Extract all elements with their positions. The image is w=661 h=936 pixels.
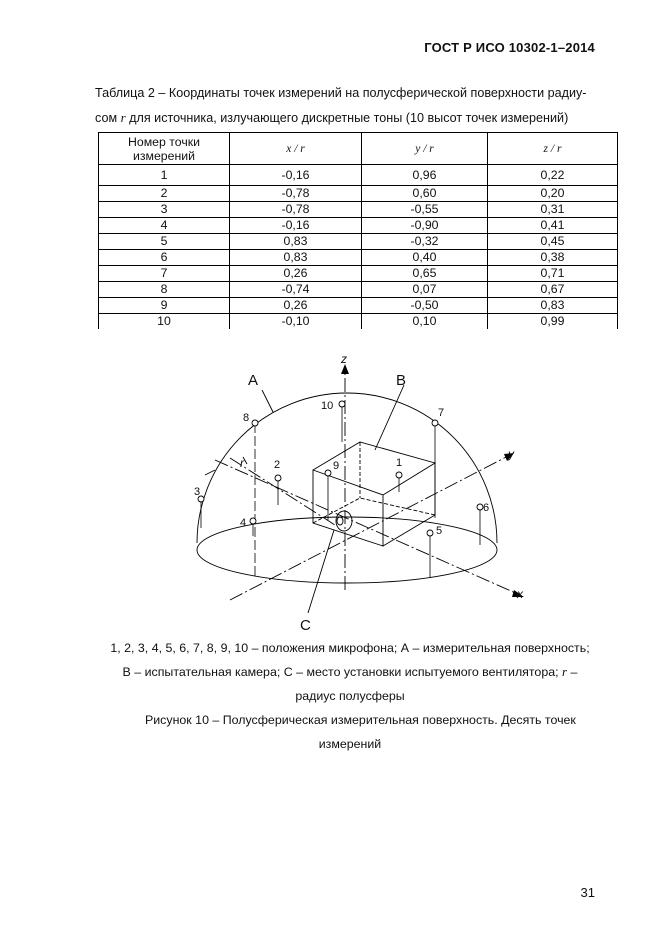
cell-x: 0,26 — [230, 298, 362, 314]
table-row — [99, 202, 618, 218]
cell-y: 0,96 — [362, 165, 488, 186]
x-axis — [215, 460, 520, 595]
cell-z: 0,38 — [488, 250, 618, 266]
point-label-1: 1 — [396, 457, 403, 469]
figure-title-line1: Рисунок 10 – Полусферическая измерительная поверхность. Десять точек — [145, 713, 576, 727]
cell-y: -0,50 — [362, 298, 488, 314]
label-z: z — [341, 352, 347, 366]
label-y: y — [508, 447, 514, 461]
figure-legend-line2 — [60, 660, 640, 684]
cell-point: 2 — [99, 186, 230, 202]
label-r: r — [240, 456, 244, 470]
legend-radius-var: r — [562, 664, 568, 679]
cell-y: -0,90 — [362, 218, 488, 234]
header-y-r: y / r — [362, 133, 488, 165]
cell-point: 1 — [99, 165, 230, 186]
cell-point: 7 — [99, 266, 230, 282]
legend-text-pre: В – испытательная камера; С – место установки испытуемого вентилятора; — [122, 665, 559, 679]
cell-z: 0,20 — [488, 186, 618, 202]
table-row — [99, 186, 618, 202]
radius-line — [230, 458, 335, 525]
label-x: x — [517, 587, 523, 601]
point-label-6: 6 — [483, 502, 490, 514]
figure-title-line2: измерений — [318, 737, 382, 751]
legend-text-post: – — [570, 665, 578, 679]
table-header-row — [99, 133, 618, 165]
cell-x: 0,83 — [230, 234, 362, 250]
table-caption-line1: Таблица 2 – Координаты точек измерений на полусферической поверхности радиу- — [95, 86, 587, 100]
cell-y: 0,07 — [362, 282, 488, 298]
caption-radius-var: r — [120, 110, 126, 125]
label-B: B — [396, 372, 407, 389]
cell-x: -0,16 — [230, 165, 362, 186]
cell-x: -0,78 — [230, 186, 362, 202]
fan-circle — [336, 511, 352, 531]
cell-z: 0,45 — [488, 234, 618, 250]
cell-z: 0,67 — [488, 282, 618, 298]
point-label-7: 7 — [438, 407, 445, 419]
cell-y: 0,65 — [362, 266, 488, 282]
point-label-9: 9 — [333, 460, 340, 472]
point-label-10: 10 — [321, 400, 334, 412]
mic-point-5 — [427, 530, 433, 536]
table-caption-line2 — [95, 110, 615, 126]
cell-x: -0,74 — [230, 282, 362, 298]
point-label-5: 5 — [436, 525, 443, 537]
header-x-r: x / r — [230, 133, 362, 165]
table-row — [99, 234, 618, 250]
cell-z: 0,22 — [488, 165, 618, 186]
mic-point-8 — [252, 420, 258, 426]
cell-point: 10 — [99, 314, 230, 330]
cell-point: 4 — [99, 218, 230, 234]
cell-z: 0,71 — [488, 266, 618, 282]
cell-x: 0,83 — [230, 250, 362, 266]
mic-point-4 — [250, 518, 256, 524]
cell-point: 6 — [99, 250, 230, 266]
fan-inner — [337, 517, 343, 525]
cell-point: 3 — [99, 202, 230, 218]
cell-x: -0,10 — [230, 314, 362, 330]
cell-y: -0,55 — [362, 202, 488, 218]
cell-point: 5 — [99, 234, 230, 250]
page-number: 31 — [580, 885, 595, 900]
mic-point-10 — [339, 401, 345, 407]
cell-y: -0,32 — [362, 234, 488, 250]
cell-y: 0,10 — [362, 314, 488, 330]
mic-point-1 — [396, 472, 402, 478]
test-chamber-box — [313, 442, 435, 546]
cell-z: 0,99 — [488, 314, 618, 330]
cell-y: 0,60 — [362, 186, 488, 202]
figure-legend-line3: радиус полусферы — [295, 689, 405, 703]
cell-point: 9 — [99, 298, 230, 314]
point-label-2: 2 — [274, 459, 281, 471]
mic-point-9 — [325, 470, 331, 476]
cell-z: 0,83 — [488, 298, 618, 314]
cell-x: 0,26 — [230, 266, 362, 282]
table-row — [99, 165, 618, 186]
y-axis — [230, 455, 510, 600]
mic-point-2 — [275, 475, 281, 481]
label-A: A — [248, 372, 259, 389]
header-point-number: Номер точки измерений — [99, 133, 230, 165]
cell-z: 0,31 — [488, 202, 618, 218]
cell-x: -0,78 — [230, 202, 362, 218]
point-label-3: 3 — [194, 486, 201, 498]
table-row — [99, 282, 618, 298]
header-z-r: z / r — [488, 133, 618, 165]
caption-text-pre: сом — [95, 111, 118, 125]
table-row — [99, 250, 618, 266]
cell-z: 0,41 — [488, 218, 618, 234]
microphone-stems — [201, 405, 480, 578]
figure-legend-line1: 1, 2, 3, 4, 5, 6, 7, 8, 9, 10 – положения микрофона; А – измерительная поверхность; — [110, 641, 590, 655]
cell-point: 8 — [99, 282, 230, 298]
mic-point-7 — [432, 420, 438, 426]
table-row — [99, 218, 618, 234]
cell-y: 0,40 — [362, 250, 488, 266]
point-label-8: 8 — [243, 412, 250, 424]
table-row — [99, 298, 618, 314]
point-label-4: 4 — [240, 517, 247, 529]
standard-header: ГОСТ Р ИСО 10302-1–2014 — [424, 40, 595, 55]
label-C: C — [300, 617, 311, 634]
caption-text-post: для источника, излучающего дискретные тоны (10 высот точек измерений) — [129, 111, 569, 125]
cell-x: -0,16 — [230, 218, 362, 234]
coordinates-table — [98, 132, 618, 329]
table-row — [99, 266, 618, 282]
hemisphere-figure — [175, 352, 530, 637]
table-row — [99, 314, 618, 330]
